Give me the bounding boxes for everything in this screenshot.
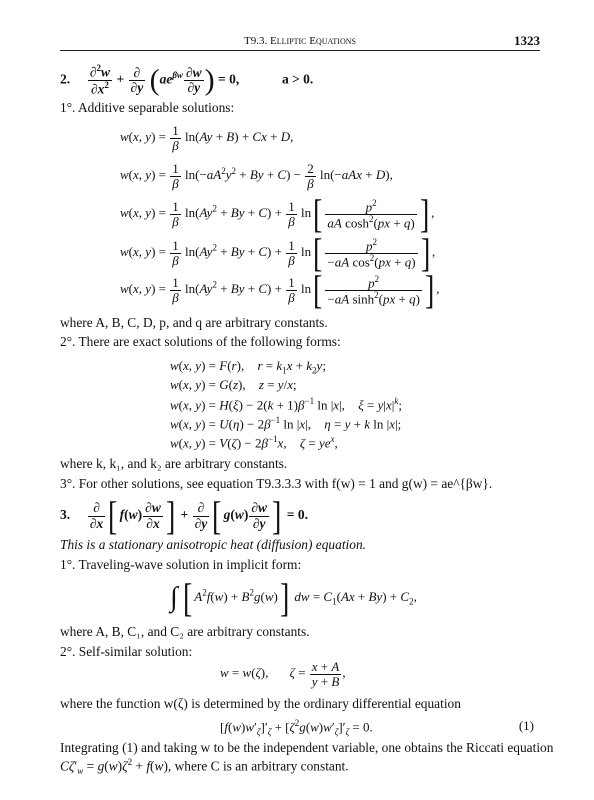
paragraph-text-tail: where C is an arbitrary constant. <box>174 758 349 774</box>
paragraph-heading: 1°. Traveling-wave solution in implicit form: <box>60 557 302 572</box>
formula-row: w = w(ζ), ζ = $\frac{x + A}{y + B}$ , <box>220 659 346 689</box>
formula-row: w(x, y) = $\frac{1}{\beta}$ $\ln(-aA^2y^2 + By + C)$ − $\frac{2}{\beta}$ ln(−aAx + D), <box>120 161 393 191</box>
formula-row: w(x, y) = G(z), z = y/x; <box>170 377 297 392</box>
paragraph-heading: 1°. Additive separable solutions: <box>60 100 235 115</box>
paragraph-text: where A, B, C, D, p, and q are arbitrary constants. <box>60 315 328 330</box>
formula-row: $[f(w)w'_\zeta]'_\zeta + [\zeta^2g(w)w'_\zeta]'_\zeta = 0$. <box>220 718 373 737</box>
equation-number: 2. <box>60 71 71 87</box>
formula-row: w(x, y) = $\frac{1}{\beta}$ ln(Ay + B) + Cx + D, <box>120 123 294 153</box>
formula-row: w(x, y) = F(r), $r = k_1x + k_2y$; <box>170 358 326 376</box>
formula-row: w(x, y) = $\frac{1}{\beta}$ $\ln(Ay^2 + By + C)$ + $\frac{1}{\beta}$ ln[ $\frac{p^2}{aA \cosh^2(px + q)}$ ] , <box>120 191 435 236</box>
paragraph-text: Integrating (1) and taking w to be the independent variable, one obtains the Riccati equation <box>60 740 554 755</box>
paragraph-heading: 2°. There are exact solutions of the following forms: <box>60 334 341 349</box>
formula-row: w(x, $y) = V(\zeta) - 2\beta^{-1}x$, $\zeta = ye^x$, <box>170 434 338 451</box>
paragraph-heading: 2°. Self-similar solution: <box>60 644 193 659</box>
equation-condition: a > 0. <box>281 71 314 87</box>
paragraph-text: 3°. For other solutions, see equation T9.3.3.3 with f(w) = 1 and g(w) = ae^{βw}. <box>60 476 493 491</box>
equation-number: 3. <box>60 507 71 523</box>
section-title: T9.3. Elliptic Equations <box>244 35 356 47</box>
formula-row: w(x, y) = $\frac{1}{\beta}$ $\ln(Ay^2 + By + C)$ + $\frac{1}{\beta}$ ln[ $\frac{p^2}{-aA \cos^2(px + q)}$ ] , <box>120 230 436 275</box>
paragraph-text: This is a stationary anisotropic heat (diffusion) equation. <box>60 537 367 552</box>
formula-row: w(x, $y) = U(\eta) - 2\beta^{-1}$ ln |x|, η = y + k ln |x|; <box>170 415 402 432</box>
equation-label: (1) <box>518 718 534 733</box>
paragraph-text: $C\zeta'_w = g(w)\zeta^2 + f(w)$, where C is an arbitrary constant. <box>60 757 349 777</box>
paragraph-text: where the function w(ζ) is determined by the ordinary differential equation <box>60 696 461 711</box>
paragraph-text: where k, k₁, and k₂ are arbitrary constants. <box>60 456 288 471</box>
formula-row: w(x, y) = $\frac{1}{\beta}$ $\ln(Ay^2 + By + C)$ + $\frac{1}{\beta}$ ln[ $\frac{p^2}{-aA \sinh^2(px + q)}$ ] , <box>120 267 440 312</box>
formula-row: w(x, $y) = H(\xi) - 2(k + 1)\beta^{-1}$ ln |x|, $\xi = y|x|^k$; <box>170 396 403 413</box>
equation-2: 2. $\frac{\partial^2w}{\partial x^2}$ + $\frac{\partial}{\partial y}$ ($ae^{\beta w}$ $\frac{\partial w}{\partial y}$ ) = 0, a > 0. <box>60 63 314 97</box>
page-number: 1323 <box>514 33 540 48</box>
paragraph-text: where A, B, C₁, and C₂ are arbitrary constants. <box>60 624 310 639</box>
formula-row: ∫ [ $A^2f(w) + B^2g(w)$] dw = $C_1(Ax + By) + C_2$, <box>170 575 417 620</box>
running-header <box>60 34 540 51</box>
equation-3: 3. $\frac{\partial}{\partial x}$ [ f(w) $\frac{\partial w}{\partial x}$ ] + $\frac{\partial}{\partial y}$ [ g(w) $\frac{\partial w}{\partial y}$ ] = 0. <box>60 493 308 538</box>
